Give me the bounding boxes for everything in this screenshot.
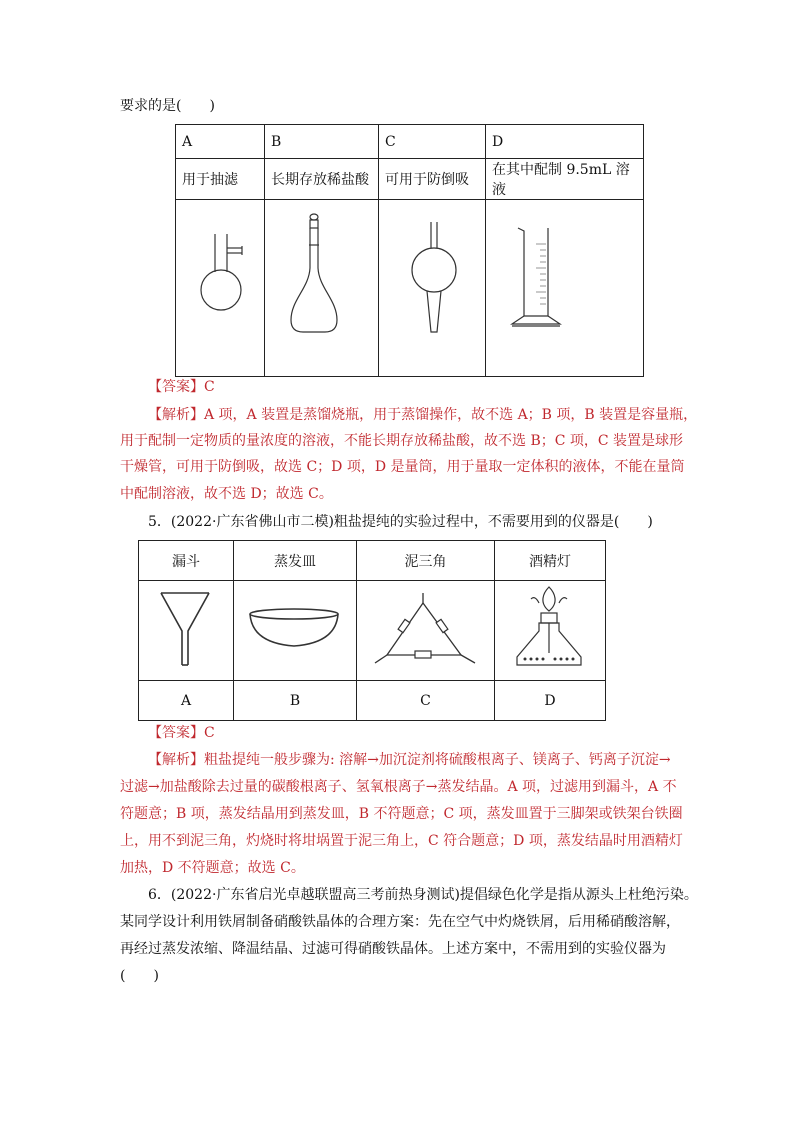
volumetric-flask-icon	[265, 200, 378, 376]
q4-analysis-line-1: 【解析】A 项，A 装置是蒸馏烧瓶，用于蒸馏操作，故不选 A；B 项，B 装置是容量瓶，	[148, 407, 698, 423]
clay-triangle-icon	[357, 581, 494, 680]
funnel-icon	[139, 581, 233, 680]
q5-stem: 5．(2022·广东省佛山市二模)粗盐提纯的实验过程中，不需要用到的仪器是( )	[148, 514, 653, 530]
q6-stem-line-4: ( )	[120, 968, 159, 984]
q5-analysis-line-2: 过滤→加盐酸除去过量的碳酸根离子、氢氧根离子→蒸发结晶。A 项，过滤用到漏斗，A 不	[120, 779, 677, 795]
q5-analysis-line-5: 加热，D 不符题意；故选 C。	[120, 860, 305, 876]
q4-answer: 【答案】C	[148, 379, 215, 395]
q5-image-b	[234, 581, 357, 681]
q4-image-a	[176, 200, 265, 377]
q6-stem-line-2: 某同学设计利用铁屑制备硝酸铁晶体的合理方案：先在空气中灼烧铁屑，后用稀硝酸溶解，	[120, 914, 680, 930]
q5-image-a	[139, 581, 234, 681]
q5-name-a: 漏斗	[139, 541, 234, 581]
q5-letter-b: B	[234, 681, 357, 721]
q4-desc-a: 用于抽滤	[176, 159, 265, 200]
q5-image-c	[357, 581, 495, 681]
q4-letter-b: B	[265, 125, 379, 159]
distillation-flask-icon	[176, 200, 264, 376]
evaporating-dish-icon	[234, 581, 356, 680]
q5-letter-c: C	[357, 681, 495, 721]
q4-analysis-line-3: 干燥管，可用于防倒吸，故选 C；D 项，D 是量筒，用于量取一定体积的液体，不能在量筒	[120, 459, 685, 475]
q4-desc-b: 长期存放稀盐酸	[265, 159, 379, 200]
q4-letter-d: D	[486, 125, 644, 159]
q4-desc-d: 在其中配制 9.5mL 溶液	[486, 159, 644, 200]
q4-analysis-line-2: 用于配制一定物质的量浓度的溶液，不能长期存放稀盐酸，故不选 B；C 项，C 装置是球形	[120, 433, 684, 449]
drying-tube-icon	[379, 200, 485, 376]
q5-image-d	[495, 581, 606, 681]
q4-analysis-line-4: 中配制溶液，故不选 D；故选 C。	[120, 486, 333, 502]
q6-stem-line-1: 6．(2022·广东省启光卓越联盟高三考前热身测试)提倡绿色化学是指从源头上杜绝污染。	[148, 887, 698, 903]
q4-image-b	[265, 200, 379, 377]
q4-desc-c: 可用于防倒吸	[379, 159, 486, 200]
graduated-cylinder-icon	[486, 200, 643, 376]
q5-letter-d: D	[495, 681, 606, 721]
q4-image-c	[379, 200, 486, 377]
q5-analysis-line-3: 符题意；B 项，蒸发结晶用到蒸发皿，B 不符题意；C 项，蒸发皿置于三脚架或铁架台铁圈	[120, 806, 683, 822]
q5-analysis-line-4: 上，用不到泥三角，灼烧时将坩埚置于泥三角上，C 符合题意；D 项，蒸发结晶时用酒精灯	[120, 833, 683, 849]
q5-letter-a: A	[139, 681, 234, 721]
q5-name-c: 泥三角	[357, 541, 495, 581]
q5-name-b: 蒸发皿	[234, 541, 357, 581]
q5-analysis-line-1: 【解析】粗盐提纯一般步骤为: 溶解→加沉淀剂将硫酸根离子、镁离子、钙离子沉淀→	[148, 752, 671, 768]
q4-image-d	[486, 200, 644, 377]
q4-letter-c: C	[379, 125, 486, 159]
q6-stem-line-3: 再经过蒸发浓缩、降温结晶、过滤可得硝酸铁晶体。上述方案中，不需用到的实验仪器为	[120, 941, 666, 957]
q4-options-table	[175, 124, 644, 377]
q5-name-d: 酒精灯	[495, 541, 606, 581]
q4-letter-a: A	[176, 125, 265, 159]
q5-answer: 【答案】C	[148, 725, 215, 741]
q5-options-table	[138, 540, 606, 721]
alcohol-lamp-icon	[495, 581, 605, 680]
q4-stem-tail: 要求的是( )	[120, 98, 215, 114]
